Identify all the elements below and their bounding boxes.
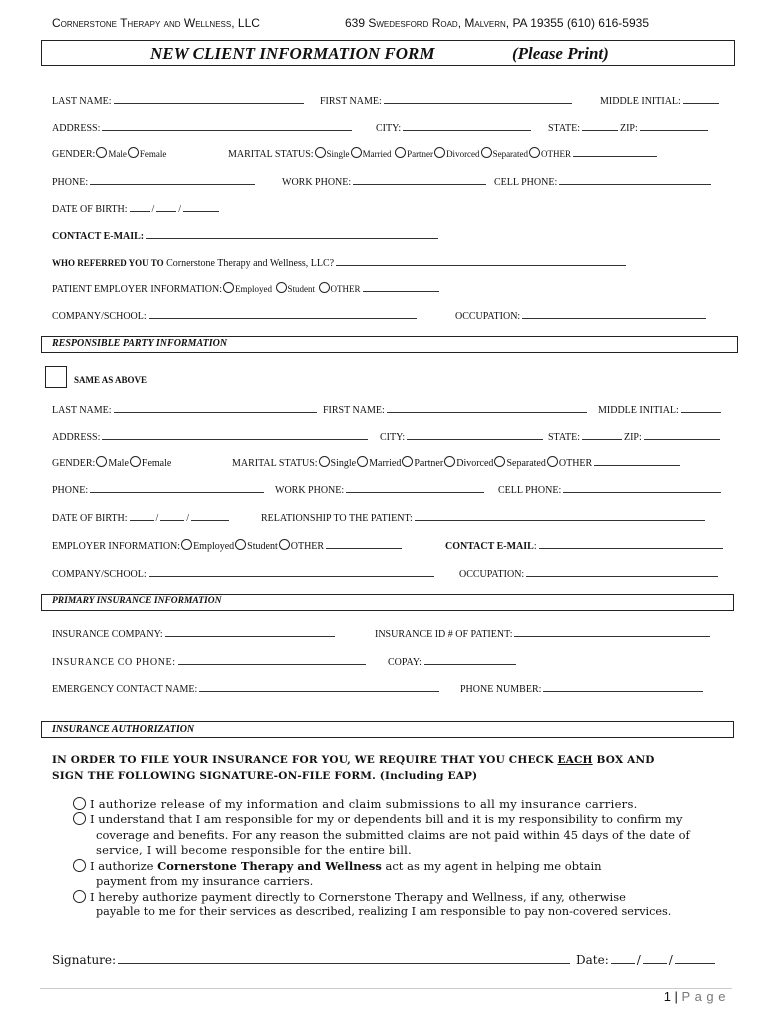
auth-item-2-radio[interactable] [73, 812, 86, 825]
resp-relationship-field[interactable] [415, 511, 705, 521]
client-dob: DATE OF BIRTH: / / [52, 202, 221, 215]
marital-divorced-radio[interactable] [434, 147, 445, 158]
employer-other-radio[interactable] [319, 282, 330, 293]
insurance-company: INSURANCE COMPANY: [52, 627, 337, 640]
referred-field[interactable] [336, 256, 626, 266]
form-subtitle: (Please Print) [512, 44, 609, 63]
resp-address-field[interactable] [102, 430, 368, 440]
authorization-item-4: I hereby authorize payment directly to Cornerstone Therapy and Wellness, if any, otherwise [72, 890, 626, 904]
date-row: Date: / / [576, 952, 717, 967]
resp-marital-married-radio[interactable] [357, 456, 368, 467]
insurance-id: INSURANCE ID # OF PATIENT: [375, 627, 712, 640]
responsible-section-title: RESPONSIBLE PARTY INFORMATION [52, 338, 228, 349]
insurance-company-field[interactable] [165, 627, 335, 637]
resp-phone-field[interactable] [90, 483, 264, 493]
client-city: CITY: [376, 121, 533, 134]
phone-field[interactable] [90, 175, 255, 185]
resp-gender: GENDER: Male Female [52, 458, 172, 469]
auth-item-1-radio[interactable] [73, 797, 86, 810]
city-field[interactable] [403, 121, 531, 131]
client-address: ADDRESS: [52, 121, 354, 134]
gender-male-radio[interactable] [96, 147, 107, 158]
resp-occupation: OCCUPATION: [459, 567, 720, 580]
insurance-copay: COPAY: [388, 655, 518, 668]
address-field[interactable] [102, 121, 352, 131]
marital-other-field[interactable] [573, 147, 657, 157]
resp-marital: MARITAL STATUS: Single Married Partner Divorced Separated OTHER [232, 456, 682, 469]
client-state-zip: STATE: ZIP: [548, 121, 710, 134]
authorization-intro-1: IN ORDER TO FILE YOUR INSURANCE FOR YOU, WE REQUIRE THAT YOU CHECK EACH BOX AND [52, 754, 655, 766]
authorization-item-2c: service, I will become responsible for the entire bill. [96, 843, 412, 857]
insurance-phone-field[interactable] [178, 655, 366, 665]
client-middle-initial: MIDDLE INITIAL: [600, 94, 721, 107]
authorization-item-4b: payable to me for their services as described, realizing I am responsible to pay non-covered services. [96, 905, 672, 918]
marital-single-radio[interactable] [315, 147, 326, 158]
resp-marital-separated-radio[interactable] [494, 456, 505, 467]
resp-dob-month-field[interactable] [130, 511, 154, 521]
signature-row: Signature: [52, 952, 572, 967]
authorization-item-3b: payment from my insurance carriers. [96, 874, 314, 888]
authorization-item-3: I authorize Cornerstone Therapy and Wellness act as my agent in helping me obtain [72, 859, 602, 873]
zip-field[interactable] [640, 121, 708, 131]
resp-marital-partner-radio[interactable] [402, 456, 413, 467]
resp-state-zip: STATE: ZIP: [548, 430, 722, 443]
dob-month-field[interactable] [130, 202, 150, 212]
resp-marital-divorced-radio[interactable] [444, 456, 455, 467]
authorization-item-2b: coverage and benefits. For any reason the submitted claims are not paid within 45 days of the date of [96, 828, 690, 842]
resp-first-name-field[interactable] [387, 403, 587, 413]
marital-other-radio[interactable] [529, 147, 540, 158]
company-field[interactable] [149, 309, 417, 319]
resp-gender-female-radio[interactable] [130, 456, 141, 467]
resp-email: CONTACT E-MAIL: [445, 539, 725, 552]
resp-middle-initial: MIDDLE INITIAL: [598, 403, 723, 416]
client-work-phone: WORK PHONE: [282, 175, 488, 188]
form-title: NEW CLIENT INFORMATION FORM [150, 44, 435, 63]
copay-field[interactable] [424, 655, 516, 665]
resp-dob-day-field[interactable] [160, 511, 184, 521]
client-occupation: OCCUPATION: [455, 309, 708, 322]
gender-female-radio[interactable] [128, 147, 139, 158]
marital-married-radio[interactable] [351, 147, 362, 158]
last-name-field[interactable] [114, 94, 304, 104]
emergency-phone-field[interactable] [543, 682, 703, 692]
resp-dob: DATE OF BIRTH: / / [52, 511, 231, 524]
resp-relationship: RELATIONSHIP TO THE PATIENT: [261, 511, 707, 524]
emergency-contact: EMERGENCY CONTACT NAME: [52, 682, 441, 695]
resp-employer-other-field[interactable] [326, 539, 402, 549]
client-marital: MARITAL STATUS: Single Married Partner Divorced Separated OTHER [228, 147, 659, 160]
resp-employed-radio[interactable] [181, 539, 192, 550]
emergency-contact-field[interactable] [199, 682, 439, 692]
company-address: 639 Swedesford Road, Malvern, PA 19355 (610) 616-5935 [345, 16, 649, 30]
resp-city-field[interactable] [407, 430, 543, 440]
client-cell-phone: CELL PHONE: [494, 175, 713, 188]
dob-day-field[interactable] [156, 202, 176, 212]
resp-dob-year-field[interactable] [191, 511, 229, 521]
client-email: CONTACT E-MAIL: [52, 229, 440, 242]
client-company: COMPANY/SCHOOL: [52, 309, 419, 322]
client-name-row: LAST NAME: [52, 94, 306, 107]
resp-marital-other-radio[interactable] [547, 456, 558, 467]
client-phone: PHONE: [52, 175, 257, 188]
resp-middle-initial-field[interactable] [681, 403, 721, 413]
email-field[interactable] [146, 229, 438, 239]
authorization-intro-2: SIGN THE FOLLOWING SIGNATURE-ON-FILE FORM. (Including EAP) [52, 770, 478, 782]
dob-year-field[interactable] [183, 202, 219, 212]
resp-marital-other-field[interactable] [594, 456, 680, 466]
authorization-item-2: I understand that I am responsible for my or dependents bill and it is my responsibility to confirm my [72, 812, 683, 826]
sig-date-month-field[interactable] [611, 952, 635, 964]
footer-divider [40, 988, 732, 989]
same-as-above-checkbox[interactable] [45, 366, 67, 388]
resp-student-radio[interactable] [235, 539, 246, 550]
resp-gender-male-radio[interactable] [96, 456, 107, 467]
resp-city: CITY: [380, 430, 545, 443]
resp-marital-single-radio[interactable] [319, 456, 330, 467]
resp-first-name: FIRST NAME: [323, 403, 589, 416]
resp-occupation-field[interactable] [526, 567, 718, 577]
resp-phone: PHONE: [52, 483, 266, 496]
resp-work-phone-field[interactable] [346, 483, 484, 493]
page-number: 1 | P a g e [663, 989, 726, 1004]
insurance-section-title: PRIMARY INSURANCE INFORMATION [52, 596, 222, 606]
sig-date-day-field[interactable] [643, 952, 667, 964]
client-referred: WHO REFERRED YOU TO Cornerstone Therapy and Wellness, LLC? [52, 256, 628, 269]
authorization-item-1: I authorize release of my information and claim submissions to all my insurance carriers. [72, 797, 638, 811]
resp-employer-other-radio[interactable] [279, 539, 290, 550]
work-phone-field[interactable] [353, 175, 486, 185]
client-employer: PATIENT EMPLOYER INFORMATION: Employed Student OTHER [52, 282, 441, 295]
authorization-section-title: INSURANCE AUTHORIZATION [52, 724, 195, 735]
resp-email-field[interactable] [539, 539, 723, 549]
auth-item-3-radio[interactable] [73, 859, 86, 872]
emergency-phone: PHONE NUMBER: [460, 682, 705, 695]
resp-work-phone: WORK PHONE: [275, 483, 486, 496]
resp-last-name-field[interactable] [114, 403, 317, 413]
insurance-phone: INSURANCE CO PHONE: [52, 655, 368, 668]
cell-phone-field[interactable] [559, 175, 711, 185]
resp-company-field[interactable] [149, 567, 434, 577]
resp-last-name: LAST NAME: [52, 403, 319, 416]
resp-cell-phone: CELL PHONE: [498, 483, 723, 496]
middle-initial-field[interactable] [683, 94, 719, 104]
employer-other-field[interactable] [363, 282, 439, 292]
resp-address: ADDRESS: [52, 430, 370, 443]
state-field[interactable] [582, 121, 618, 131]
first-name-field[interactable] [384, 94, 572, 104]
resp-employer: EMPLOYER INFORMATION: Employed Student OTHER [52, 539, 404, 552]
marital-separated-radio[interactable] [481, 147, 492, 158]
resp-cell-phone-field[interactable] [563, 483, 721, 493]
employed-radio[interactable] [223, 282, 234, 293]
signature-field[interactable] [118, 952, 570, 964]
resp-state-field[interactable] [582, 430, 622, 440]
insurance-id-field[interactable] [514, 627, 710, 637]
resp-zip-field[interactable] [644, 430, 720, 440]
auth-item-4-radio[interactable] [73, 890, 86, 903]
company-name: Cornerstone Therapy and Wellness, LLC [52, 16, 260, 30]
same-as-above-label: SAME AS ABOVE [74, 375, 148, 385]
client-first-name: FIRST NAME: [320, 94, 574, 107]
client-gender: GENDER: Male Female [52, 149, 167, 160]
marital-partner-radio[interactable] [395, 147, 406, 158]
resp-company: COMPANY/SCHOOL: [52, 567, 436, 580]
sig-date-year-field[interactable] [675, 952, 715, 964]
student-radio[interactable] [276, 282, 287, 293]
occupation-field[interactable] [522, 309, 706, 319]
